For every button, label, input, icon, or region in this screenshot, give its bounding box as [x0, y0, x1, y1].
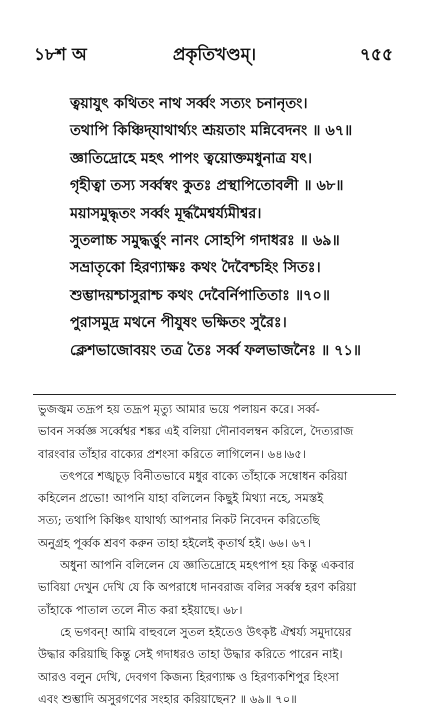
commentary-line: হে ভগবন্! আমি বাহুবলে সুতল হইতেও উৎকৃষ্ট ঐশ্বর্য্য সমুদায়ের: [60, 624, 352, 639]
verse-line: সুতলাচ্চ সমুদ্ধর্ত্তুং নানং সোহপি গদাধরঃ ॥ ৬৯॥: [70, 232, 340, 250]
verse-line: ময়াসমুদ্ধৃতং সর্ব্বং মূর্দ্ধমৈশ্বর্য্যমীশ্বর।: [70, 204, 262, 222]
commentary-line: ভুজজ্বম তদ্রূপ হয় তদ্রূপ মৃত্যু আমার ভয়ে পলায়ন করে। সর্ব্ব-: [38, 402, 320, 416]
verse-line: ক্লেশভাজোবয়ং তত্র তৈঃ সর্ব্ব ফলভাজনৈঃ ॥ ৭১॥: [70, 341, 361, 359]
commentary-line: তৎপরে শঙ্খচূড় বিনীতভাবে মধুর বাক্যে তাঁহাকে সম্বোধন করিয়া: [60, 468, 348, 483]
commentary-line: আরও বলুন দেখি, দেবগণ কিজন্য হিরণ্যাক্ষ ও হিরণ্যকশিপুর হিংসা: [38, 669, 339, 684]
verse-line: সভ্রাতৃকো হিরণ্যাক্ষঃ কথং দৈবৈশ্চহিং সিতঃ।: [70, 259, 321, 277]
commentary-line: ভাবন সর্ব্বজ্ঞ সর্ব্বেশ্বর শঙ্কর এই বলিয়া দৌনাবলম্বন করিলে, দৈত্যরাজ: [38, 424, 354, 439]
chapter-number: ১৮শ অ: [34, 45, 87, 65]
verse-line: তথাপি কিঞ্চিদ্‌যাথার্থ্যং শ্রূয়তাং মন্নিবেদনং ॥ ৬৭॥: [70, 122, 353, 140]
verse-line: পুরাসমুদ্র মথনে পীযুষং ভক্ষিতং সুরৈঃ।: [70, 314, 287, 332]
running-title: প্রকৃতিখণ্ডম্।: [172, 45, 257, 65]
commentary-line: অধুনা আপনি বলিলেন যে জ্ঞাতিদ্রোহে মহৎপাপ হয় কিন্তু একবার: [60, 558, 355, 573]
commentary-line: উদ্ধার করিয়াছি কিন্তু সেই গদাধরও তাহা উদ্ধার করিতে পারেন নাই।: [38, 647, 343, 662]
sanskrit-verses: [70, 90, 411, 364]
verse-line: গৃহীত্বা তস্য সর্ব্বস্বং কুতঃ প্রস্থাপিতোবলী ॥ ৬৮॥: [70, 177, 344, 195]
section-divider: [33, 394, 396, 395]
verse-line: ত্বয়াযুৎ কথিতং নাথ সর্ব্বং সত্যং চনানৃতং।: [70, 95, 308, 112]
verse-line: জ্ঞাতিদ্রোহে মহৎ পাপং ত্বয়োক্তমধুনাত্র যৎ।: [70, 149, 313, 167]
page-header: [0, 36, 429, 66]
commentary-line: কহিলেন প্রভো! আপনি যাহা বলিলেন কিছুই মিথ্যা নহে, সমস্তই: [38, 491, 324, 506]
commentary-line: এবং শুম্ভাদি অসুরগণের সংহার করিয়াছেন? ॥ ৬৯॥ ৭০॥: [38, 691, 297, 706]
page-number: ৭৫৫: [359, 45, 393, 65]
commentary-line: অনুগ্রহ পূর্ব্বক শ্রবণ করুন তাহা হইলেই কৃতার্থ হই। ৬৬। ৬৭।: [38, 535, 311, 550]
commentary-line: বারংবার তাঁহার বাক্যের প্রশংসা করিতে লাগিলেন। ৬৪।৬৫।: [38, 446, 307, 461]
commentary-line: ভাবিয়া দেখুন দেখি যে কি অপরাধে দানবরাজ বলির সর্ব্বস্ব হরণ করিয়া: [38, 580, 357, 595]
verse-line: শুম্ভাদয়শ্চাসুরাশ্চ কথং দেবৈর্নিপাতিতাঃ ॥৭০॥: [70, 286, 330, 304]
commentary-line: তাঁহাকে পাতাল তলে নীত করা হইয়াছে। ৬৮।: [38, 602, 243, 617]
bengali-commentary: [38, 398, 411, 710]
commentary-line: সত্য; তথাপি কিঞ্চিৎ যাথার্থ্য আপনার নিকট নিবেদন করিতেছি: [38, 513, 320, 528]
